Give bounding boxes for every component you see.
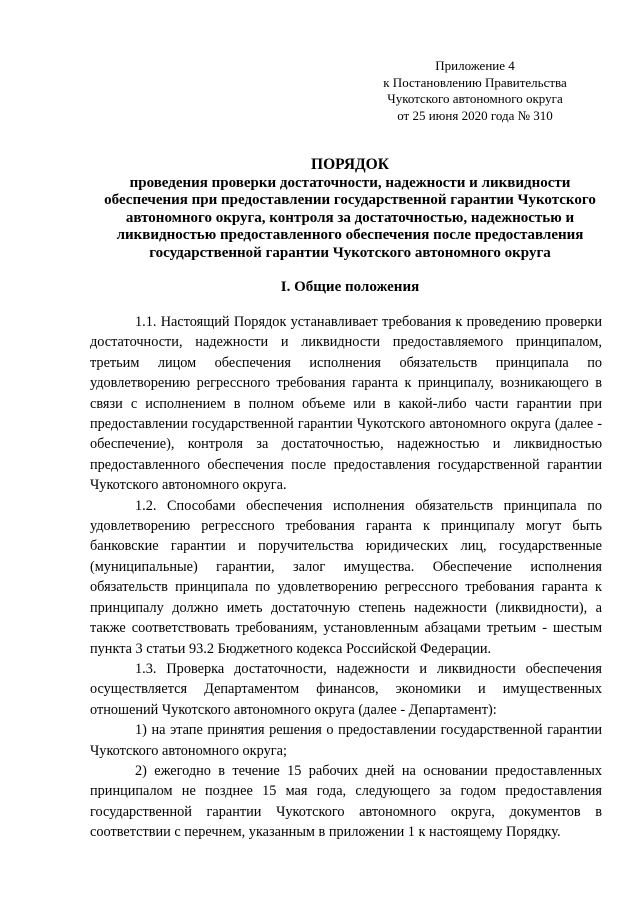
appendix-line: Чукотского автономного округа [387,91,563,106]
title-line: государственной гарантии Чукотского автономного округа [149,244,551,261]
title-line: автономного округа, контроля за достаточностью, надежностью и [125,209,575,226]
appendix-reference [360,58,590,124]
title-line: ликвидностью предоставленного обеспечения после предоставления [116,227,584,243]
title-main: ПОРЯДОК [311,156,389,173]
title-line: обеспечения при предоставлении государственной гарантии Чукотского [104,192,596,208]
paragraph: 1.3. Проверка достаточности, надежности и ликвидности обеспечения осуществляется Департаментом финансов, экономики и имущественных отношений Чукотского автономного округа (далее - Департамент): [90,660,602,718]
section-heading: I. Общие положения [280,279,420,295]
paragraph: 1.2. Способами обеспечения исполнения обязательств принципала по удовлетворению регрессного требования гаранта к принципалу могут быть банковские гарантии и поручительства юридических лиц, государственные (муниципальные) гарантии, залог имущества. Обеспечение исполнения обязательств принципала по удовлетворению регрессного требования гаранта к принципалу должно иметь достаточную степень надежности (ликвидности), а также соответствовать требованиям, установленным абзацами третьим - шестым пункта 3 статьи 93.2 Бюджетного кодекса Российской Федерации. [90,497,602,657]
appendix-line: от 25 июня 2020 года № 310 [397,107,553,123]
appendix-line: Приложение 4 [435,58,515,73]
appendix-line: к Постановлению Правительства [383,74,567,90]
section-body [90,312,602,843]
paragraph: 2) ежегодно в течение 15 рабочих дней на основании предоставленных принципалом не позднее 15 мая года, следующего за годом предоставления государственной гарантии Чукотского автономного округа, документов в соответствии с перечнем, указанным в приложении 1 к настоящему Порядку. [90,762,602,841]
paragraph: 1.1. Настоящий Порядок устанавливает требования к проведению проверки достаточности, надежности и ликвидности предоставляемого принципалом, третьим лицом обеспечения исполнения обязательств принципала по удовлетворению регрессного требования гаранта к принципалу, возникающего в связи с исполнением в полном объеме или в какой-либо части гарантии при предоставлении государственной гарантии Чукотского автономного округа (далее - обеспечение), контроля за достаточностью, надежностью и ликвидностью предоставленного обеспечения после предоставления государственной гарантии Чукотского автономного округа. [90,314,602,494]
document-title [90,156,610,262]
title-line: проведения проверки достаточности, надежности и ликвидности [129,174,571,191]
paragraph: 1) на этапе принятия решения о предоставлении государственной гарантии Чукотского автономного округа; [90,722,602,759]
